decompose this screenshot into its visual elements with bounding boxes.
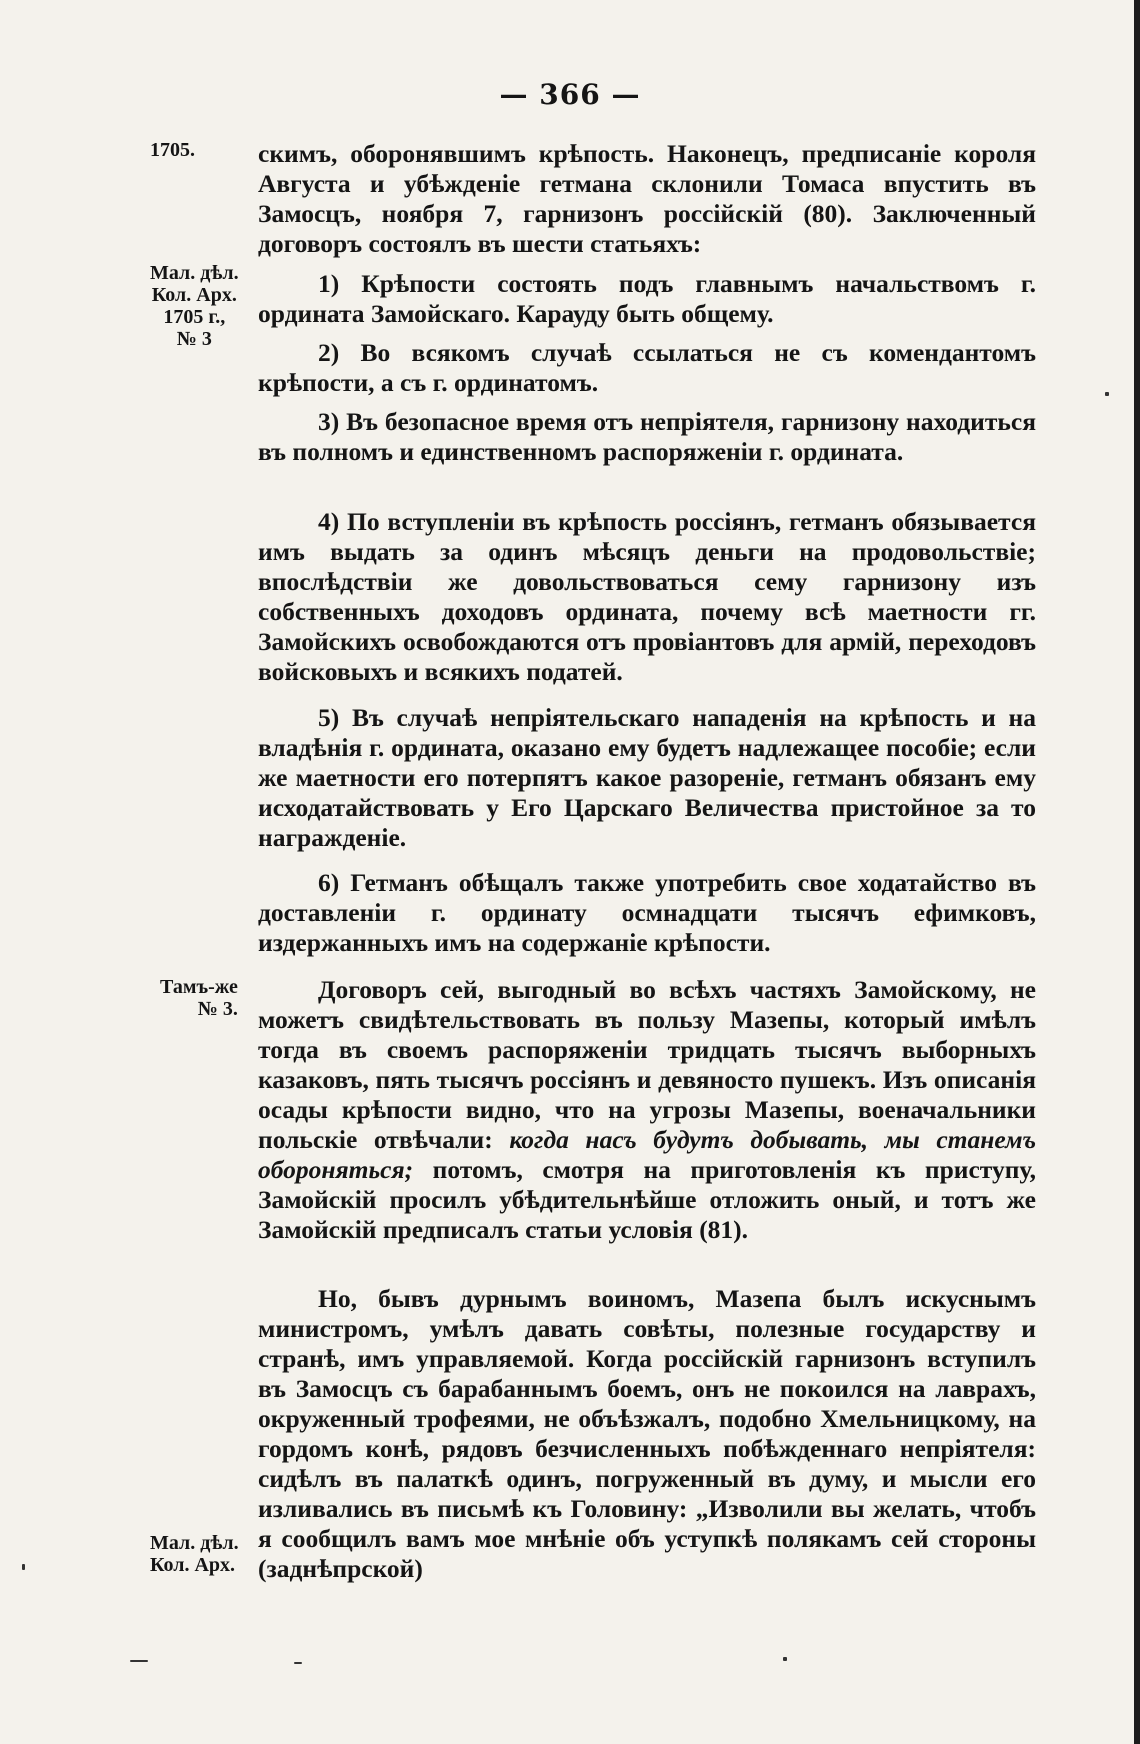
treaty-text-a: Договоръ сей, выгодный во всѣхъ частяхъ Замойскому, не можетъ свидѣтельствовать въ пользу Мазепы, который имѣлъ тогда въ своемъ распоряженіи тридцать тысячъ выборныхъ казаковъ, пять тысячъ россіянъ и девяносто пушекъ. Изъ описанія осады крѣпости видно, что на угрозы Мазепы, военачальники польскіе отвѣчали: bbox=[258, 975, 1036, 1154]
margin-note-year: 1705. bbox=[150, 139, 195, 161]
scan-speck bbox=[22, 1564, 25, 1570]
margin-note-same-ref: Тамъ-же № 3. bbox=[160, 976, 238, 1020]
paragraph-article-5: 5) Въ случаѣ непріятельскаго нападенія на крѣпость и на владѣнія г. ордината, оказано ему будетъ надлежащее пособіе; если же маетности его потерпятъ какое разореніе, гетманъ обязанъ ему исходатайствовать у Его Царскаго Величества пристойное за то награжденіе. bbox=[258, 703, 1036, 852]
paragraph-intro: скимъ, оборонявшимъ крѣпость. Наконецъ, предписаніе короля Августа и убѣжденіе гетмана склонили Томаса впустить въ Замосцъ, ноября 7, гарнизонъ россійскій (80). Заключенный договоръ состоялъ въ шести статьяхъ: bbox=[258, 139, 1036, 258]
treaty-text-b: потомъ, смотря на приготовленія къ приступу, Замойскій просилъ убѣдительнѣйше отложить оный, и тотъ же Замойскій предписалъ статьи условія (81). bbox=[258, 1155, 1036, 1244]
paragraph-article-4: 4) По вступленіи въ крѣпость россіянъ, гетманъ обязывается имъ выдать за одинъ мѣсяцъ деньги на продовольствіе; впослѣдствіи же довольствоваться сему гарнизону изъ собственныхъ доходовъ ордината, почему всѣ маетности гг. Замойскихъ освобождаются отъ провіантовъ для армій, переходовъ войсковыхъ и всякихъ податей. bbox=[258, 507, 1036, 686]
margin-note-archive-ref: Мал. дѣл. Кол. Арх. 1705 г., № 3 bbox=[150, 262, 239, 350]
paragraph-article-6: 6) Гетманъ обѣщалъ также употребить свое ходатайство въ доставленіи г. ординату осмнадцати тысячъ ефимковъ, издержанныхъ имъ на содержаніе крѣпости. bbox=[258, 868, 1036, 957]
scan-speck bbox=[130, 1660, 148, 1662]
paragraph-treaty-assessment bbox=[258, 975, 1036, 1245]
margin-note-archive-ref-2: Мал. дѣл. Кол. Арх. bbox=[150, 1532, 239, 1576]
treaty-quote: когда насъ будутъ добывать, мы станемъ обороняться; bbox=[258, 1125, 1037, 1184]
scan-speck bbox=[1105, 392, 1109, 396]
paragraph-article-1: 1) Крѣпости состоять подъ главнымъ начальствомъ г. ордината Замойскаго. Карауду быть общему. bbox=[258, 269, 1036, 328]
page-edge bbox=[1134, 0, 1140, 1744]
scan-speck bbox=[783, 1657, 787, 1661]
scan-speck bbox=[294, 1662, 302, 1664]
page-number: — 366 — bbox=[499, 78, 641, 111]
paragraph-article-3: 3) Въ безопасное время отъ непріятеля, гарнизону находиться въ полномъ и единственномъ распоряженіи г. ордината. bbox=[258, 407, 1036, 466]
paragraph-mazepa-minister: Но, бывъ дурнымъ воиномъ, Мазепа былъ искуснымъ министромъ, умѣлъ давать совѣты, полезные государству и странѣ, имъ управляемой. Когда россійскій гарнизонъ вступилъ въ Замосцъ съ барабаннымъ боемъ, онъ не покоился на лаврахъ, окруженный трофеями, не объѣзжалъ, подобно Хмельницкому, на гордомъ конѣ, рядовъ безчисленныхъ побѣжденнаго непріятеля: сидѣлъ въ палаткѣ одинъ, погруженный въ думу, и мысли его изливались въ письмѣ къ Головину: „Изволили вы желать, чтобъ я сообщилъ вамъ мое мнѣніе объ уступкѣ полякамъ сей стороны (заднѣпрской) bbox=[258, 1284, 1036, 1583]
paragraph-article-2: 2) Во всякомъ случаѣ ссылаться не съ комендантомъ крѣпости, а съ г. ординатомъ. bbox=[258, 338, 1036, 397]
